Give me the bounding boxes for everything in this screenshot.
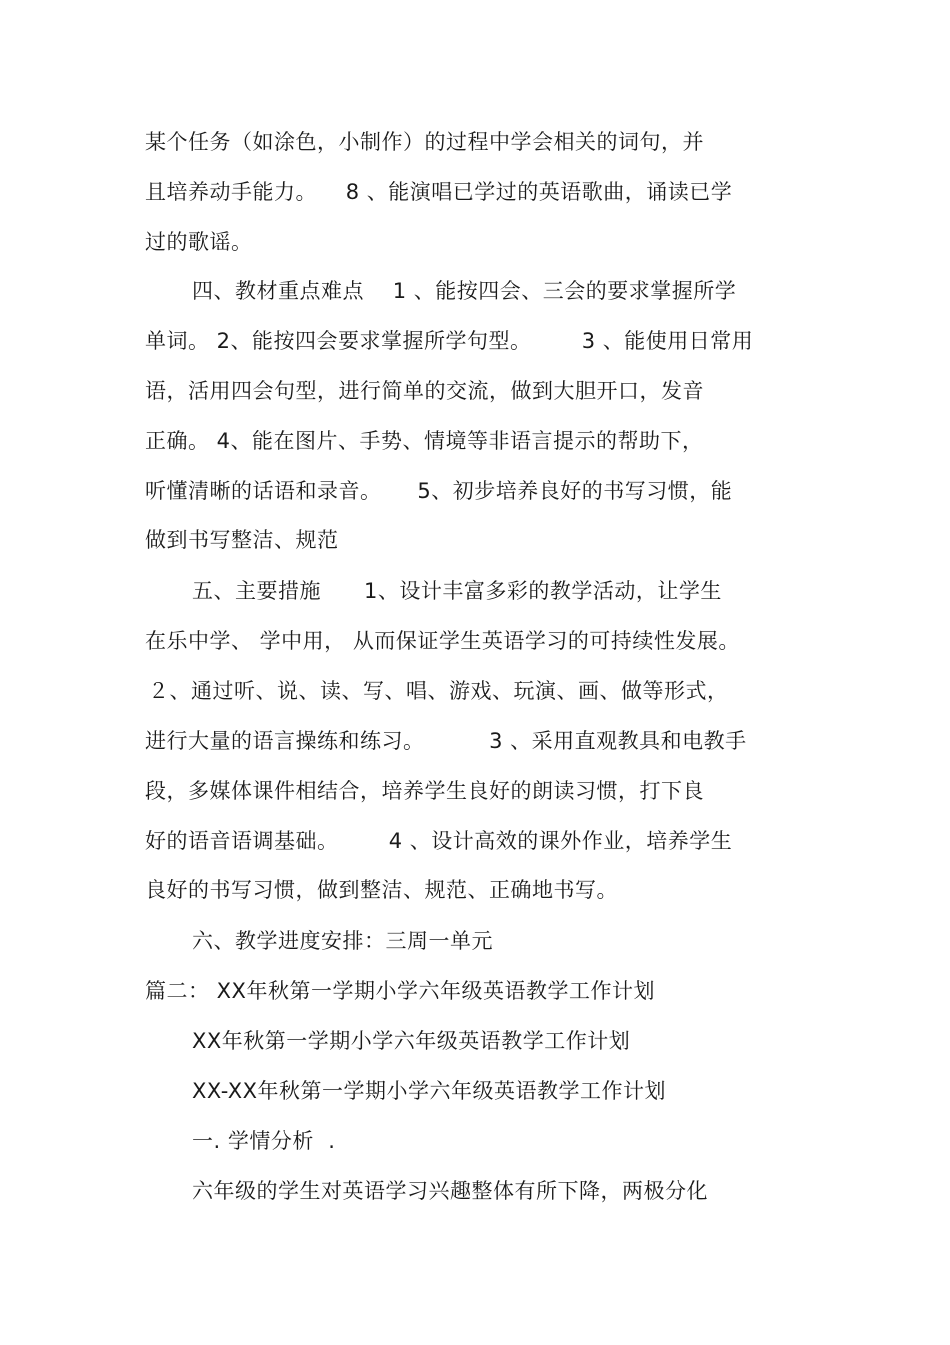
text-line: 进行大量的语言操练和练习。 3 、采用直观教具和电教手 [145,729,747,753]
section-heading-line: 一. 学情分析 . [192,1129,336,1153]
section-heading-line: 四、教材重点难点 1 、能按四会、三会的要求掌握所学 [192,279,737,303]
text-line: 过的歌谣。 [145,230,253,254]
text-line: 在乐中学、 学中用， 从而保证学生英语学习的可持续性发展。 [145,629,740,653]
chapter-title-line: 篇二： XX年秋第一学期小学六年级英语教学工作计划 [145,979,655,1003]
text-line: 正确。 4、能在图片、手势、情境等非语言提示的帮助下， [145,429,704,453]
section-heading-line: 五、主要措施 1、设计丰富多彩的教学活动，让学生 [192,579,722,603]
text-line: 好的语音语调基础。 4 、设计高效的课外作业，培养学生 [145,829,733,853]
text-line: ２、通过听、说、读、写、唱、游戏、玩演、画、做等形式， [148,679,729,703]
text-line: 六年级的学生对英语学习兴趣整体有所下降，两极分化 [192,1179,708,1203]
text-line: 良好的书写习惯，做到整洁、规范、正确地书写。 [145,878,618,902]
text-line: 语，活用四会句型，进行简单的交流，做到大胆开口，发音 [145,379,704,403]
section-heading-line: 六、教学进度安排：三周一单元 [192,929,493,953]
text-line: 做到书写整洁、规范 [145,528,339,552]
text-line: 听懂清晰的话语和录音。 5、初步培养良好的书写习惯，能 [145,479,733,503]
plan-title-line: XX-XX年秋第一学期小学六年级英语教学工作计划 [192,1079,667,1103]
text-line: 段，多媒体课件相结合，培养学生良好的朗读习惯，打下良 [145,779,704,803]
plan-title-line: XX年秋第一学期小学六年级英语教学工作计划 [192,1029,631,1053]
text-line: 单词。 2、能按四会要求掌握所学句型。 3 、能使用日常用 [145,329,754,353]
text-line: 某个任务（如涂色，小制作）的过程中学会相关的词句，并 [145,130,704,154]
text-line: 且培养动手能力。 8 、能演唱已学过的英语歌曲，诵读已学 [145,180,733,204]
